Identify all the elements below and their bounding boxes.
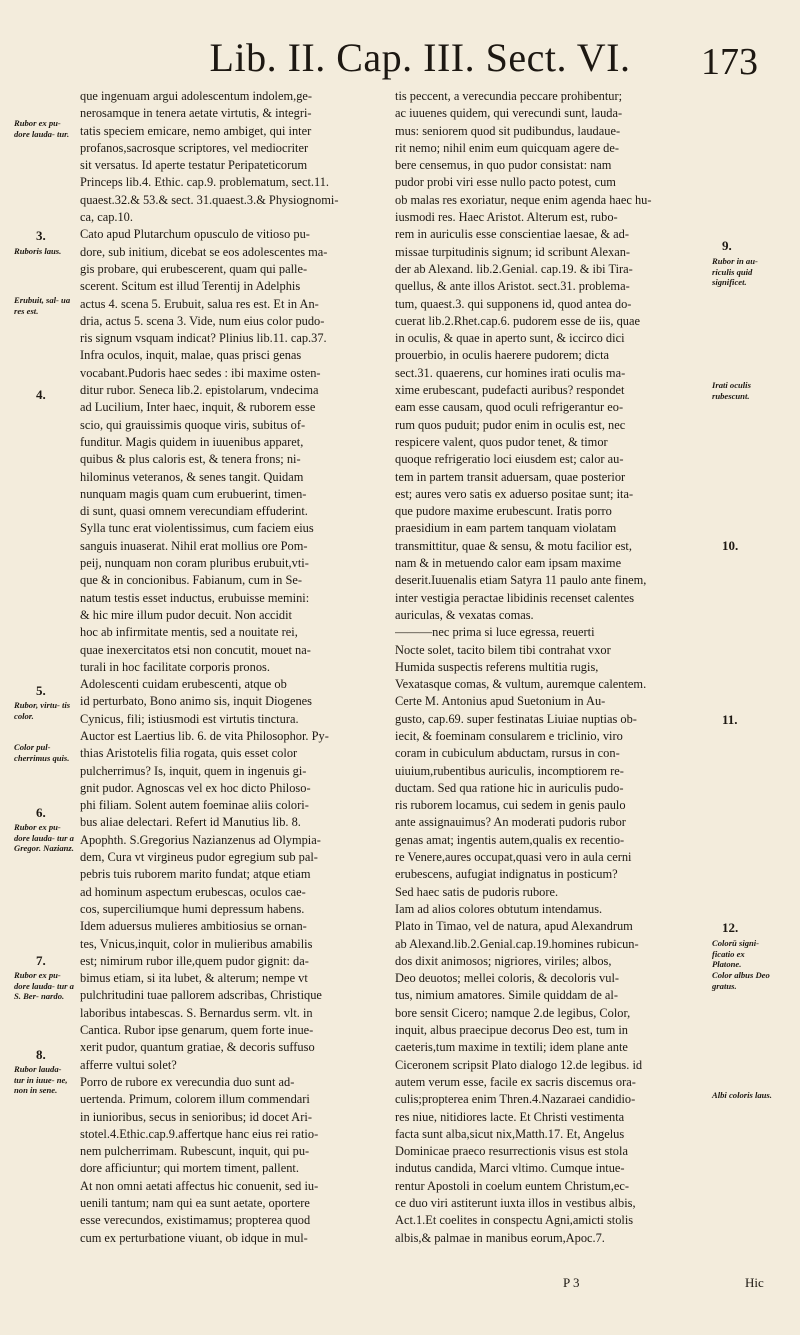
text-line: eam esse causam, quod oculi refrigerantur eo- — [395, 400, 624, 415]
text-line: tem in partem transit aduersam, quae posterior — [395, 469, 626, 484]
text-line: quae inexercitatos etsi non concutit, mouet na- — [80, 642, 311, 657]
text-line: vocabant.Pudoris haec sedes : ibi maxime osten- — [80, 365, 321, 380]
text-line: tatis speciem emicare, nemo ambiget, qui inter — [80, 123, 312, 138]
signature-mark: P 3 — [563, 1275, 580, 1290]
text-line: Act.1.Et coelites in conspectu Agni,amicti stolis — [395, 1213, 634, 1228]
text-line: quoque refrigeratio loci eiusdem est; calor au- — [395, 452, 624, 467]
text-line: gusto, cap.69. super festinatas Liuiae nuptias ob- — [395, 711, 637, 726]
text-line: dore, sub initium, dicebat se eos adolescentes ma- — [80, 244, 328, 259]
text-line: ce duo viri astiterunt iuxta illos in vestibus albis, — [395, 1196, 636, 1210]
text-line: & hic mire illum pudor decuit. Non accidit — [80, 607, 292, 622]
margin-number: 5. — [36, 683, 46, 698]
text-line: Sylla tunc erat violentissimus, cum faciem eius — [80, 521, 314, 536]
text-line: phi filiam. Solent autem foeminae aliis colori- — [80, 798, 309, 813]
text-line: tis peccent, a verecundia peccare prohibentur; — [395, 89, 623, 103]
margin-note: Colorū signi- ficatio ex Platone. — [712, 938, 760, 969]
margin-note: Rubor ex pu- dore lauda- tur. — [14, 118, 70, 139]
text-line: hoc ab infirmitate mentis, sed a nouitate rei, — [80, 625, 298, 640]
text-line: laboribus intabescas. S. Bernardus serm. vlt. in — [80, 1005, 313, 1020]
text-line: quaest.32.& 53.& sect. 31.quaest.3.& Physiognomi- — [80, 192, 339, 207]
text-line: re Venere,aures occupat,quasi vero in aula cerni — [395, 850, 632, 865]
text-line: Deo deuotos; mellei coloris, & decoloris vul- — [395, 971, 620, 986]
margin-number: 11. — [722, 712, 738, 727]
text-line: natum testis esset inductus, erubuisse memini: — [80, 590, 310, 605]
text-line: autem verum esse, facile ex sacris discemus ora- — [395, 1074, 636, 1089]
text-line: scio, qui grauissimis quoque viris, subitus of- — [80, 417, 306, 432]
text-line: Auctor est Laertius lib. 6. de vita Philosophor. Py- — [80, 728, 329, 743]
margin-note: Erubuit, sal- ua res est. — [14, 295, 71, 316]
text-line: Adolescenti cuidam erubescenti, atque ob — [80, 677, 287, 692]
catchword: Hic — [745, 1275, 764, 1290]
text-line: nem pulcherrimam. Rubescunt, inquit, qui pu- — [80, 1144, 310, 1159]
page-number: 173 — [701, 41, 758, 83]
text-line: iusmodi res. Haec Aristot. Alterum est, rubo- — [395, 210, 618, 225]
text-line: uiuium,rubentibus auriculis, incomptiorem re- — [395, 763, 624, 778]
left-text-column — [80, 88, 374, 1247]
text-line: Cato apud Plutarchum opusculo de vitioso pu- — [80, 227, 310, 242]
text-line: turali in hoc facilitate corporis pronos. — [80, 659, 270, 674]
text-line: ———nec prima si luce egressa, reuerti — [395, 625, 595, 640]
text-line: ditur rubor. Seneca lib.2. epistolarum, vndecima — [80, 383, 319, 398]
text-line: rum quos puduit; pudor enim in oculis est, nec — [395, 417, 626, 432]
text-line: nam & in metuendo calor eam ipsam maxime — [395, 556, 622, 571]
text-line: genas amat; ingentis autem,qualis ex recentio- — [395, 832, 625, 847]
text-line: afferre vultui solet? — [80, 1057, 177, 1072]
text-line: albis,& palmae in manibus eorum,Apoc.7. — [395, 1230, 605, 1245]
text-line: uertenda. Primum, colorem illum commendari — [80, 1092, 310, 1107]
text-line: rit nemo; nihil enim eum quicquam agere de- — [395, 140, 619, 155]
text-line: Plato in Timao, vel de natura, apud Alexandrum — [395, 919, 633, 934]
text-line: Humida suspectis referens multitia rugis, — [395, 659, 599, 674]
margin-note: Rubor ex pu- dore lauda- tur a S. Ber- nardo. — [14, 970, 74, 1001]
text-line: dem, Cura vt virgineus pudor egregium sub pal- — [80, 850, 318, 865]
text-line: peij, nunquam non coram pluribus erubuit,vti- — [80, 556, 309, 571]
text-line: sanguis inuaserat. Nihil erat mollius ore Pom- — [80, 538, 308, 553]
text-line: Certe M. Antonius apud Suetonium in Au- — [395, 694, 606, 709]
margin-note: Irati oculis rubescunt. — [712, 380, 751, 401]
text-line: Cantica. Rubor ipse genarum, quem forte inue- — [80, 1023, 314, 1038]
text-line: est; nimirum rubor ille,quem pudor gignit: da- — [80, 953, 309, 968]
text-line: deserit.Iuuenalis etiam Satyra 11 paulo ante finem, — [395, 573, 647, 588]
text-line: gnit pudor. Agnoscas vel ex hoc dicto Philoso- — [80, 780, 311, 795]
text-line: dore afficiuntur; qui mortem timent, pallent. — [80, 1161, 299, 1176]
text-line: ca, cap.10. — [80, 210, 133, 225]
text-line: nunquam magis quam cum erubuerint, timen- — [80, 486, 307, 501]
text-line: in iunioribus, secus in senioribus; id docet Ari- — [80, 1109, 312, 1124]
text-line: Dominicae praeco resurrectionis visus est stola — [395, 1144, 628, 1159]
text-line: quibus & plus caloris est, & tenera frons; ni- — [80, 452, 301, 467]
text-line: di sunt, quasi omnem verecundiam effuderint. — [80, 504, 308, 519]
text-line: Cynicus, fili; istiusmodi est virtutis tinctura. — [80, 711, 299, 726]
text-line: actus 4. scena 5. Erubuit, salua res est. Et in An- — [80, 296, 319, 311]
text-line: gis probare, qui erubescerent, quam qui palle- — [80, 261, 308, 276]
text-line: praesidium in eam partem tanquam violatam — [395, 521, 617, 536]
running-title: Lib. II. Cap. III. Sect. VI. — [209, 35, 631, 80]
text-line: profanos,sacrosque scriptores, vel mediocriter — [80, 140, 309, 155]
text-line: rem in auriculis esse conscientiae laesae, & ad- — [395, 227, 629, 242]
text-line: culis;propterea enim Thren.4.Nazaraei candidio- — [395, 1092, 636, 1107]
text-line: sit versatus. Id aperte testatur Peripateticorum — [80, 158, 308, 173]
text-line: ac iuuenes quidem, qui verecundi sunt, lauda- — [395, 106, 623, 121]
text-line: Nocte solet, tacito bilem tibi contrahat vxor — [395, 642, 611, 657]
text-line: que pudore maxime erubescunt. Iratis porro — [395, 504, 612, 519]
text-line: sect.31. quaerens, cur homines irati oculis ma- — [395, 365, 626, 380]
text-line: dos dixit animosos; nigriores, viriles; albos, — [395, 953, 612, 968]
text-line: pudor probi viri esse nullo pacto potest, cum — [395, 175, 616, 190]
margin-number: 12. — [722, 920, 739, 935]
text-line: facta sunt alba,sicut nix,Matth.17. Et, Angelus — [395, 1126, 625, 1141]
text-line: der ab Alexand. lib.2.Genial. cap.19. & ibi Tira- — [395, 261, 633, 276]
text-line: mus: seniorem quod sit pudibundus, laudaue- — [395, 123, 621, 138]
text-line: auriculas, & vexatas comas. — [395, 607, 534, 622]
text-line: ante assignauimus? An moderati pudoris rubor — [395, 815, 626, 830]
text-line: cos, superciliumque humi depressum habens. — [80, 901, 305, 916]
text-line: xerit pudor, quantum gratiae, & decoris suffuso — [80, 1040, 315, 1055]
text-line: nerosamque in tenera aetate virtutis, & integri- — [80, 106, 312, 121]
text-line: uenili tantum; nam qui ea sunt aetate, oportere — [80, 1196, 310, 1210]
text-line: Porro de rubore ex verecundia duo sunt ad- — [80, 1074, 295, 1089]
text-line: Infra oculos, inquit, malae, quas prisci genas — [80, 348, 302, 363]
text-line: coram in cubiculum abductam, rursus in con- — [395, 746, 620, 761]
text-line: ad Lucilium, Inter haec, inquit, & ruborem esse — [80, 400, 316, 415]
text-line: in oculis, & quae in aperto sunt, & iccirco dici — [395, 331, 625, 346]
margin-note: Rubor, virtu- tis color. — [14, 700, 71, 721]
margin-note: Ruboris laus. — [14, 246, 62, 256]
text-line: Sed haec satis de pudoris rubore. — [395, 884, 559, 899]
text-line: Princeps lib.4. Ethic. cap.9. problematum, sect.11. — [80, 175, 330, 190]
text-line: bore sensit Cicero; namque 2.de legibus, Color, — [395, 1005, 631, 1020]
margin-note: Color pul- cherrimus quis. — [14, 742, 70, 763]
text-line: bimus etiam, si ita lubet, & alterum; nempe vt — [80, 971, 308, 986]
margin-number: 9. — [722, 238, 732, 253]
text-line: thias Aristotelis filia rogata, quis esset color — [80, 746, 298, 761]
margin-number: 6. — [36, 805, 46, 820]
text-line: res niue, nitidiores lacte. Et Christi vestimenta — [395, 1109, 625, 1124]
margin-note: Albi coloris laus. — [712, 1090, 772, 1100]
text-line: prouerbio, in oculis haerere pudorem; dicta — [395, 348, 610, 363]
text-line: inter vestigia peractae libidinis recenset calentes — [395, 590, 635, 605]
text-line: Apophth. S.Gregorius Nazianzenus ad Olympia- — [80, 832, 321, 847]
right-text-column — [395, 88, 689, 1247]
text-line: pebris tuis ruborem marito fundat; atque etiam — [80, 867, 311, 882]
text-line: Ciceronem scripsit Plato dialogo 12.de legibus. id — [395, 1057, 643, 1072]
text-line: ad hominum aspectum erubescas, oculos cae- — [80, 884, 306, 899]
text-line: quellus, & ante illos Aristot. sect.31. problema- — [395, 279, 630, 294]
text-line: ris signum vsquam indicat? Plinius lib.11. cap.37. — [80, 331, 327, 346]
margin-note: Rubor lauda- tur in iuue- ne, non in sene. — [14, 1064, 68, 1095]
text-line: Idem aduersus mulieres ambitiosius se ornan- — [80, 919, 307, 934]
text-line: que & in concionibus. Fabianum, cum in Se- — [80, 573, 302, 588]
text-line: hilominus veteranos, & senes tangit. Quidam — [80, 469, 304, 484]
margin-number: 10. — [722, 538, 739, 553]
text-line: dria, actus 5. scena 3. Vide, num eius color pudo- — [80, 313, 325, 328]
text-line: tum, quaest.3. qui supponens id, quod antea do- — [395, 296, 632, 311]
text-line: respicere valent, quos pudor tenet, & timor — [395, 434, 608, 449]
text-line: id perturbato, Bono animo sis, inquit Diogenes — [80, 694, 312, 709]
text-line: missae turpitudinis signum; id scribunt Alexan- — [395, 244, 631, 259]
text-line: ductam. Sed qua ratione hic in auriculis pudo- — [395, 780, 624, 795]
text-line: funditur. Magis quidem in iuuenibus apparet, — [80, 434, 304, 449]
margin-note: Rubor in au- riculis quid significet. — [712, 256, 758, 287]
text-line: erubescens, aufugiat indignatus in posticum? — [395, 867, 618, 882]
text-line: inquit, albus praecipue decorus Deo est, tum in — [395, 1023, 628, 1038]
text-line: ob malas res exoriatur, neque enim agenda haec hu- — [395, 192, 652, 207]
text-line: Iam ad alios colores obtutum intendamus. — [395, 901, 603, 916]
text-line: transmittitur, quae & sensu, & motu facilior est, — [395, 538, 632, 553]
margin-number: 8. — [36, 1047, 46, 1062]
text-line: esse verecundos, existimamus; propterea quod — [80, 1213, 311, 1228]
text-line: est; aures vero satis ex aduerso positae sunt; ita- — [395, 486, 634, 501]
text-line: bere censemus, in quo pudor consistat: nam — [395, 158, 612, 173]
text-line: caeteris,tum maxime in textili; idem plane ante — [395, 1040, 628, 1055]
text-line: tes, Vnicus,inquit, color in mulieribus amabilis — [80, 936, 313, 951]
text-line: tus, nimium amatores. Simile quiddam de al- — [395, 988, 618, 1003]
text-line: que ingenuam argui adolescentum indolem,ge- — [80, 89, 313, 103]
text-line: Vexatasque comas, & vultum, auremque calentem. — [395, 677, 647, 692]
margin-note: Color albus Deo gratus. — [712, 970, 770, 991]
text-line: indutus candida, Marci vltimo. Cumque intue- — [395, 1161, 625, 1176]
text-line: pulchritudini tuae pallorem adscribas, Christique — [80, 988, 322, 1003]
margin-number: 3. — [36, 228, 46, 243]
text-line: scerent. Scitum est illud Terentij in Adelphis — [80, 279, 301, 294]
text-line: At non omni aetati affectus hic conuenit, sed iu- — [80, 1178, 319, 1193]
text-line: stotel.4.Ethic.cap.9.affertque hanc eius rei ratio- — [80, 1126, 319, 1141]
margin-number: 7. — [36, 953, 46, 968]
text-line: rentur Apostoli in coelum euntem Christum,ec- — [395, 1178, 629, 1193]
text-line: bus aliae delectari. Refert id Manutius lib. 8. — [80, 815, 301, 830]
text-line: pulcherrimus? Is, inquit, quem in ingenuis gi- — [80, 763, 307, 778]
margin-note: Rubor ex pu- dore lauda- tur a Gregor. Nazianz. — [14, 822, 74, 853]
text-line: ab Alexand.lib.2.Genial.cap.19.homines rubicun- — [395, 936, 639, 951]
text-line: xime erubescant, pudefacti auribus? respondet — [395, 383, 625, 398]
text-line: ris ruborem locamus, cui sedem in genis paulo — [395, 798, 626, 813]
margin-number: 4. — [36, 387, 46, 402]
text-line: cuerat lib.2.Rhet.cap.6. pudorem esse de iis, quae — [395, 313, 640, 328]
text-line: cum ex perturbatione viuant, ob idque in mul- — [80, 1230, 308, 1245]
text-line: iecit, & foeminam consularem e triclinio, viro — [395, 728, 623, 743]
